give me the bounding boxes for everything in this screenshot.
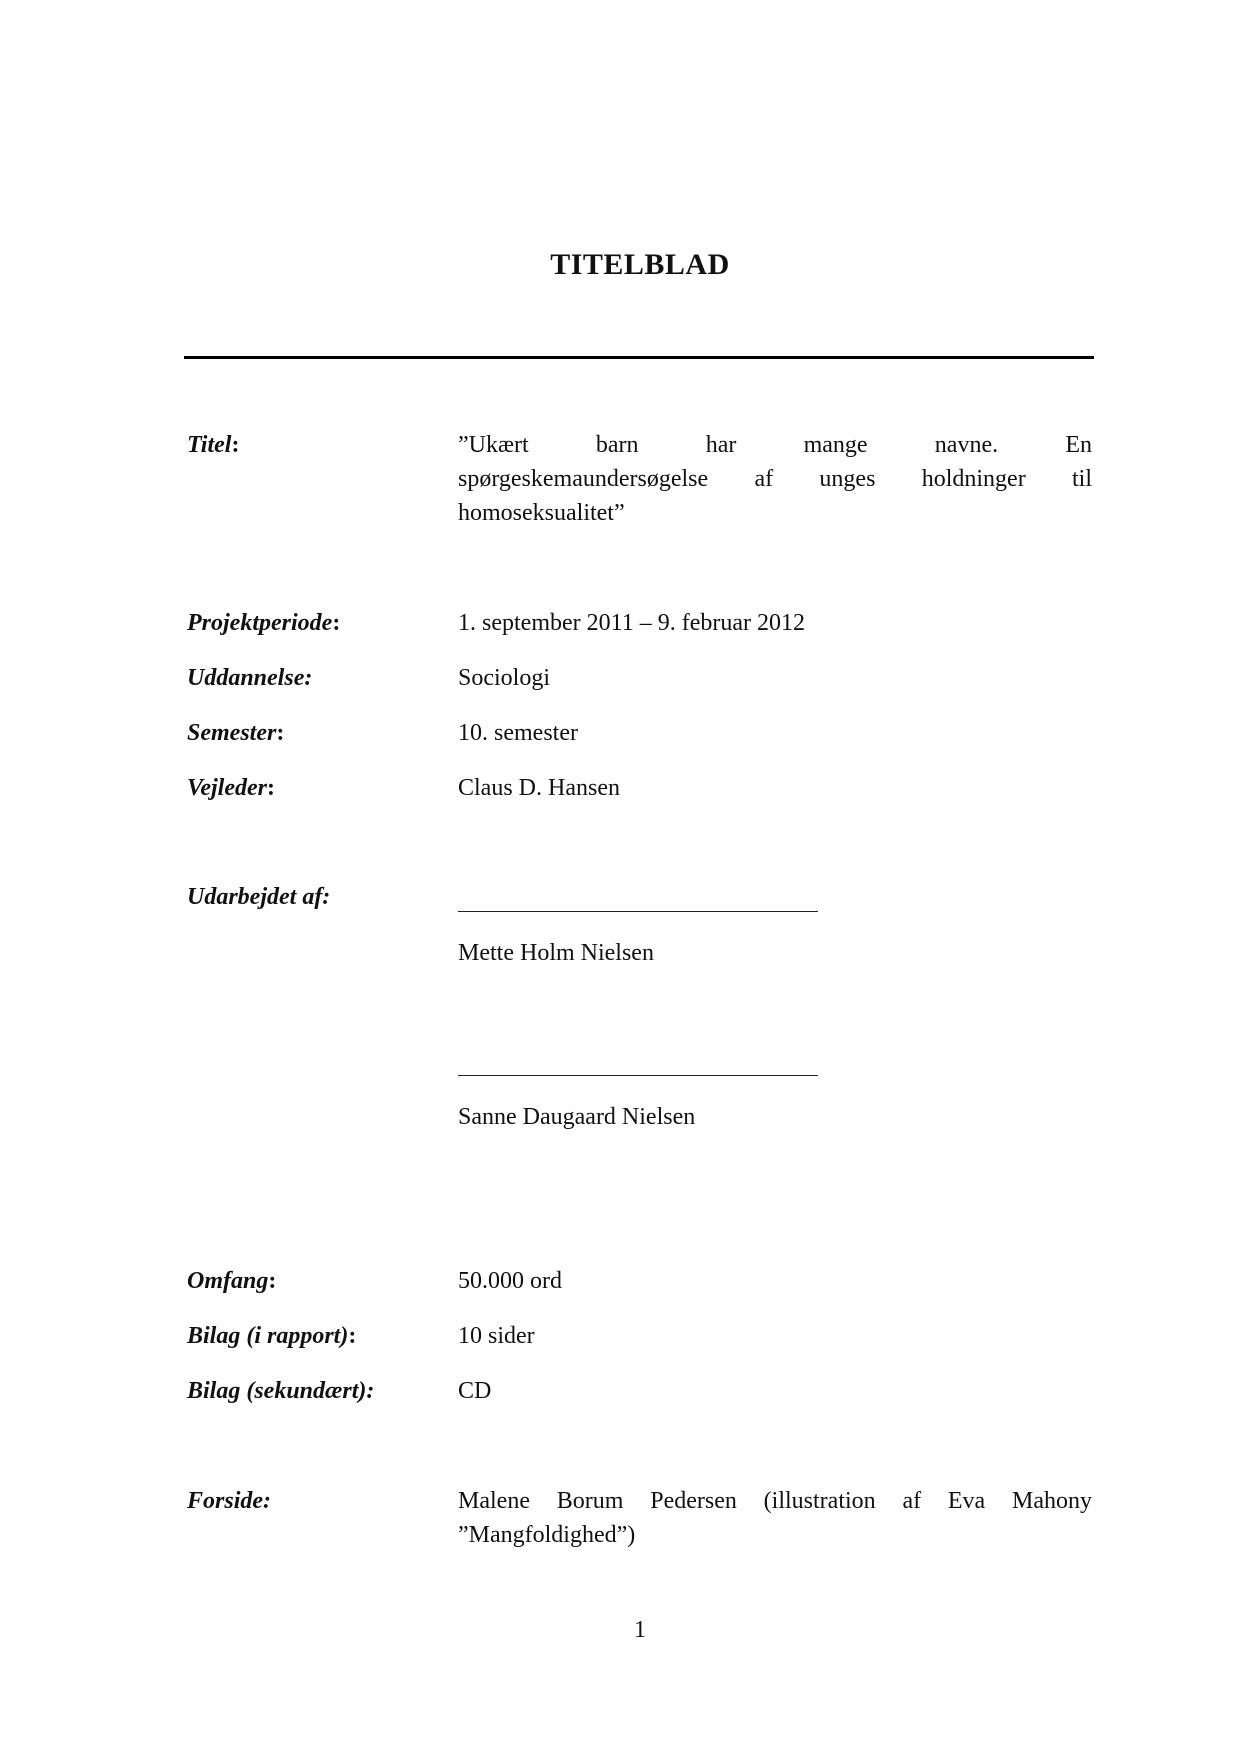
semester-label-text: Semester (187, 720, 277, 746)
projektperiode-value: 1. september 2011 – 9. februar 2012 (458, 610, 806, 636)
vejleder-label (187, 775, 275, 802)
page-number: 1 (634, 1617, 646, 1643)
udarbejdet-af-label: Udarbejdet af: (187, 884, 331, 910)
titel-label (187, 432, 239, 459)
titel-label-text: Titel (187, 432, 232, 458)
page-title: TITELBLAD (550, 248, 730, 281)
projektperiode-label-text: Projektperiode (187, 610, 333, 636)
bilag-rapport-label-colon: : (348, 1323, 357, 1349)
bilag-sekundaert-value: CD (458, 1378, 492, 1404)
author-1-name: Mette Holm Nielsen (458, 940, 654, 966)
projektperiode-label-colon: : (332, 610, 341, 636)
vejleder-label-text: Vejleder (187, 775, 267, 801)
signature-line-1 (458, 911, 818, 912)
semester-label (187, 720, 284, 747)
forside-label: Forside: (187, 1488, 271, 1514)
bilag-sekundaert-label: Bilag (sekundært): (187, 1378, 375, 1404)
uddannelse-label: Uddannelse: (187, 665, 313, 691)
forside-value (458, 1484, 1092, 1552)
author-2-name: Sanne Daugaard Nielsen (458, 1104, 696, 1130)
title-divider (184, 356, 1094, 359)
titel-value-line-2: spørgeskemaundersøgelse af unges holdninger til (458, 466, 1092, 492)
titel-value-line-1: ”Ukært barn har mange navne. En (458, 432, 1092, 458)
signature-line-2 (458, 1075, 818, 1076)
titel-value-line-3: homoseksualitet” (458, 500, 625, 526)
omfang-label-text: Omfang (187, 1268, 269, 1294)
omfang-value: 50.000 ord (458, 1268, 562, 1294)
bilag-rapport-label (187, 1323, 356, 1350)
uddannelse-value: Sociologi (458, 665, 551, 691)
semester-value: 10. semester (458, 720, 578, 746)
omfang-label (187, 1268, 276, 1295)
forside-value-line-2: ”Mangfoldighed”) (458, 1522, 636, 1548)
titel-value (458, 428, 1092, 530)
omfang-label-colon: : (268, 1268, 277, 1294)
bilag-rapport-value: 10 sider (458, 1323, 535, 1349)
vejleder-label-colon: : (266, 775, 275, 801)
bilag-rapport-label-text: Bilag (i rapport) (187, 1323, 349, 1349)
forside-value-line-1: Malene Borum Pedersen (illustration af Eva Mahony (458, 1488, 1092, 1514)
projektperiode-label (187, 610, 340, 637)
semester-label-colon: : (276, 720, 285, 746)
vejleder-value: Claus D. Hansen (458, 775, 620, 801)
titel-label-colon: : (231, 432, 240, 458)
